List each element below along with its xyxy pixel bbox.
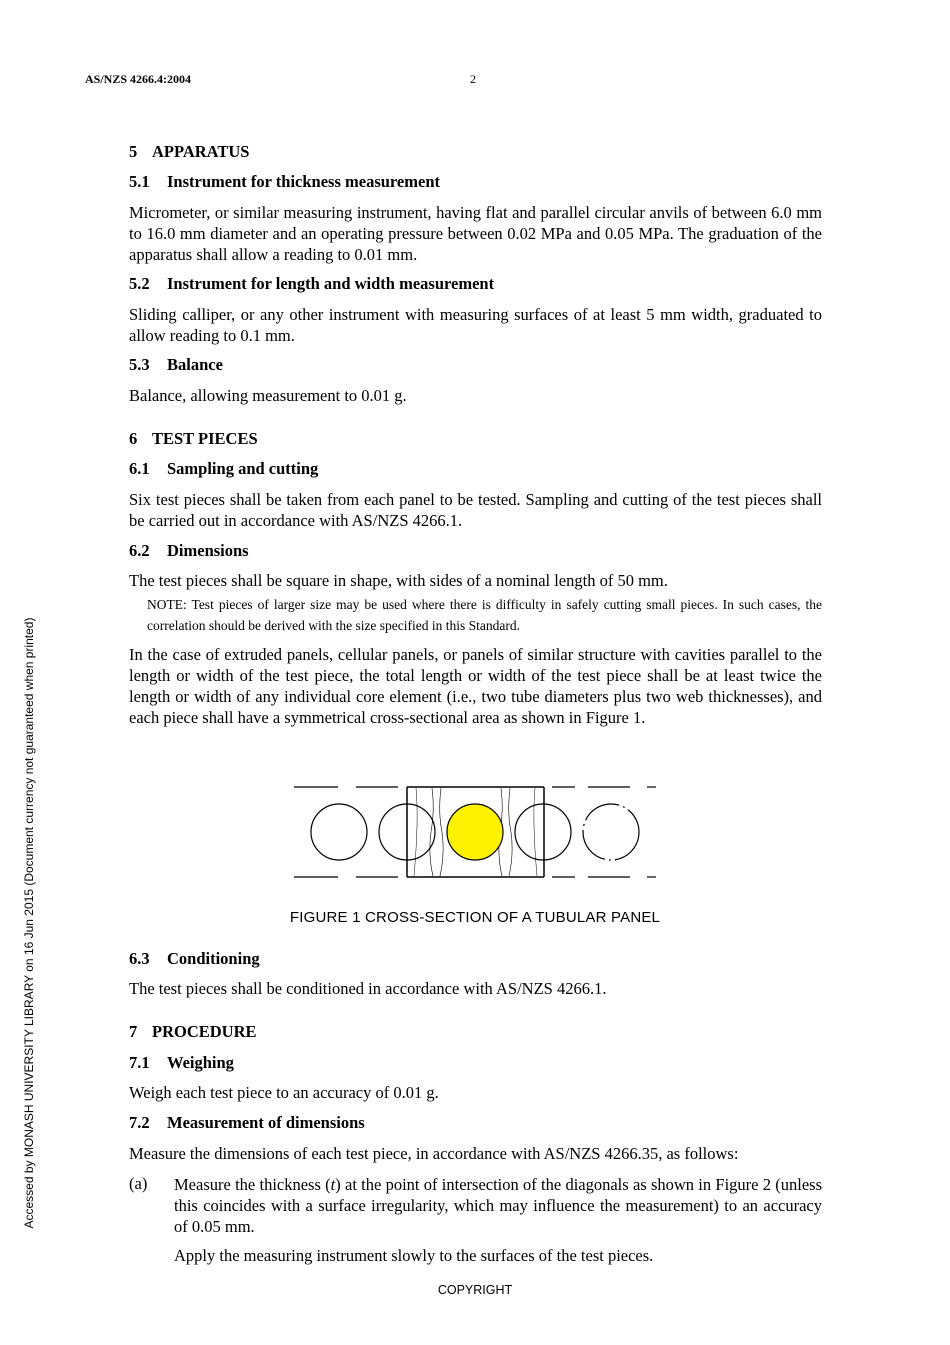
- web-line: [414, 788, 417, 876]
- item-text-part: Measure the thickness (: [174, 1175, 331, 1194]
- list-item-text-2: Apply the measuring instrument slowly to the surfaces of the test pieces.: [174, 1246, 654, 1265]
- section-number: 5.3: [129, 355, 150, 374]
- section-number: 6.1: [129, 459, 150, 478]
- section-7-1-heading: [129, 1053, 234, 1073]
- thickness-variable: t: [330, 1175, 336, 1194]
- section-title: Balance: [167, 355, 223, 374]
- tube-circle: [311, 804, 367, 860]
- section-number: 5.1: [129, 172, 150, 191]
- section-5-1-text: Micrometer, or similar measuring instrument, having flat and parallel circular anvils of between 6.0 mm to 16.0 mm diameter and an operating pressure between 0.02 MPa and 0.05 MPa. The graduation of the apparatus shall allow a reading to 0.01 mm.: [129, 203, 822, 264]
- section-6-heading: [129, 429, 258, 449]
- section-title: PROCEDURE: [152, 1022, 257, 1041]
- section-title: Weighing: [167, 1053, 234, 1072]
- section-6-2-text: The test pieces shall be square in shape, with sides of a nominal length of 50 mm.: [129, 571, 668, 590]
- section-number: 7.1: [129, 1053, 150, 1072]
- section-number: 7.2: [129, 1113, 150, 1132]
- section-number: 6.2: [129, 541, 150, 560]
- section-number: 5: [129, 142, 138, 161]
- section-title: Conditioning: [167, 949, 260, 968]
- web-line: [534, 788, 537, 876]
- section-6-2-heading: [129, 541, 249, 561]
- copyright-footer: COPYRIGHT: [437, 1283, 513, 1297]
- web-line: [440, 788, 443, 876]
- section-title: TEST PIECES: [152, 429, 258, 448]
- section-7-1-text: Weigh each test piece to an accuracy of 0.01 g.: [129, 1083, 439, 1102]
- section-5-3-heading: [129, 355, 223, 375]
- section-title: APPARATUS: [152, 142, 250, 161]
- section-title: Instrument for thickness measurement: [167, 172, 440, 191]
- section-title: Sampling and cutting: [167, 459, 319, 478]
- section-6-1-text: Six test pieces shall be taken from each panel to be tested. Sampling and cutting of the test pieces shall be carried out in accordance with AS/NZS 4266.1.: [129, 490, 822, 530]
- list-item-label: (a): [129, 1174, 148, 1193]
- tubular-panel-figure: [290, 780, 662, 885]
- section-title: Dimensions: [167, 541, 249, 560]
- figure-1-caption: FIGURE 1 CROSS-SECTION OF A TUBULAR PANEL: [289, 909, 661, 926]
- section-6-1-heading: [129, 459, 318, 479]
- tube-circle: [583, 804, 639, 860]
- web-line: [509, 788, 512, 876]
- section-6-2-text-2: In the case of extruded panels, cellular panels, or panels of similar structure with cavities parallel to the length or width of the test piece, the total length or width of the test piece shall be at least twice the length or width of any individual core element (i.e., two tube diameters plus two web thicknesses), and each piece shall have a symmetrical cross-sectional area as shown in Figure 1.: [129, 645, 822, 727]
- section-6-2-note: NOTE: Test pieces of larger size may be used where there is difficulty in safely cutting small pieces. In such cases, the correlation should be derived with the size specified in this Standard.: [147, 597, 822, 633]
- highlighted-tube-circle: [447, 804, 503, 860]
- tube-circle: [515, 804, 571, 860]
- section-7-heading: [129, 1022, 257, 1042]
- section-number: 5.2: [129, 274, 150, 293]
- web-line: [430, 788, 433, 876]
- page-number: 2: [470, 72, 476, 86]
- section-title: Measurement of dimensions: [167, 1113, 365, 1132]
- header-standard: AS/NZS 4266.4:2004: [85, 72, 192, 86]
- section-7-2-heading: [129, 1113, 365, 1133]
- section-number: 6: [129, 429, 138, 448]
- section-7-2-text: Measure the dimensions of each test piece, in accordance with AS/NZS 4266.35, as follows:: [129, 1144, 739, 1163]
- section-6-3-heading: [129, 949, 260, 969]
- item-text-part: ) at the point of intersection of the diagonals as shown in Figure 2 (unless this coincides with a surface irregularity, which may influence the measurement) to an accuracy of 0.05 mm.: [174, 1175, 822, 1236]
- list-item-text: [174, 1174, 822, 1237]
- section-5-2-heading: [129, 274, 494, 294]
- section-title: Instrument for length and width measurement: [167, 274, 495, 293]
- side-access-note: Accessed by MONASH UNIVERSITY LIBRARY on 16 Jun 2015 (Document currency not guaranteed when printed): [22, 617, 36, 1229]
- section-5-2-text: Sliding calliper, or any other instrument with measuring surfaces of at least 5 mm width, graduated to allow reading to 0.1 mm.: [129, 305, 822, 345]
- section-5-heading: [129, 142, 249, 162]
- section-5-1-heading: [129, 172, 440, 192]
- section-5-3-text: Balance, allowing measurement to 0.01 g.: [129, 386, 407, 405]
- section-6-3-text: The test pieces shall be conditioned in accordance with AS/NZS 4266.1.: [129, 979, 607, 998]
- section-number: 7: [129, 1022, 138, 1041]
- section-number: 6.3: [129, 949, 150, 968]
